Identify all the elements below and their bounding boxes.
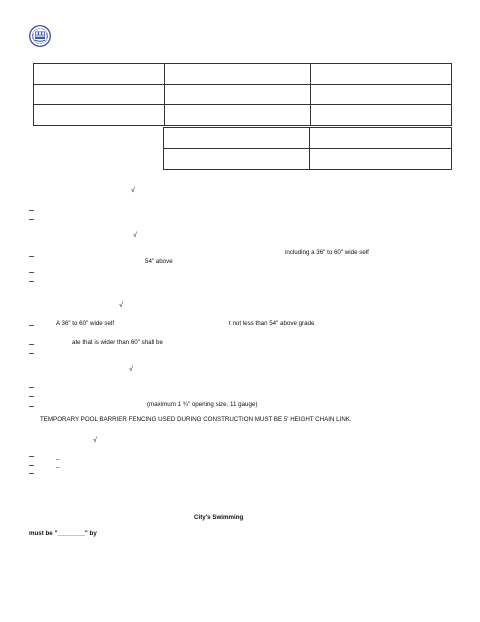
mesh-spec-text: (maximum 1 ¾" opening size, 11 gauge) <box>147 401 258 408</box>
table-row <box>34 105 452 126</box>
checkbox-line[interactable] <box>29 353 34 354</box>
gate-width-text: including a 36" to 60" wide self <box>285 249 369 256</box>
checkbox-line[interactable] <box>29 210 34 211</box>
table-row <box>164 149 452 170</box>
inspection-table <box>163 127 452 170</box>
gate-width-text: A 36" to 60" wide self <box>56 320 115 327</box>
height-grade-text: t not less than 54" above grade <box>229 320 315 327</box>
table-row <box>164 128 452 149</box>
table-cell <box>34 105 165 126</box>
checkbox-line[interactable] <box>29 325 34 326</box>
checkbox-line[interactable] <box>29 456 34 457</box>
table-cell <box>311 64 452 85</box>
city-seal-icon <box>29 25 51 47</box>
check-mark: √ <box>133 232 137 239</box>
table-cell <box>34 85 165 105</box>
table-cell <box>165 105 311 126</box>
sub-item-dash: – <box>56 456 60 463</box>
checkbox-line[interactable] <box>29 281 34 282</box>
table-cell <box>164 128 310 149</box>
check-mark: √ <box>131 187 135 194</box>
checkbox-line[interactable] <box>29 344 34 345</box>
table-row <box>34 85 452 105</box>
checkbox-line[interactable] <box>29 396 34 397</box>
info-table <box>33 63 452 126</box>
check-mark: √ <box>129 366 133 373</box>
check-mark: √ <box>119 302 123 309</box>
table-cell <box>311 105 452 126</box>
sub-item-dash: – <box>56 464 60 471</box>
checkbox-line[interactable] <box>29 387 34 388</box>
height-text: 54" above <box>145 258 173 265</box>
checkbox-line[interactable] <box>29 465 34 466</box>
wide-gate-text: ate that is wider than 60" shall be <box>72 339 163 346</box>
table-row <box>34 64 452 85</box>
checkbox-line[interactable] <box>29 406 34 407</box>
table-cell <box>310 128 452 149</box>
check-mark: √ <box>93 437 97 444</box>
table-cell <box>165 85 311 105</box>
footer-blank-line: must be "________" by <box>29 530 97 537</box>
table-cell <box>34 64 165 85</box>
table-cell <box>165 64 311 85</box>
table-cell <box>164 149 310 170</box>
temporary-fencing-notice: TEMPORARY POOL BARRIER FENCING USED DURING CONSTRUCTION MUST BE 5' HEIGHT CHAIN LINK. <box>40 416 352 423</box>
checkbox-line[interactable] <box>29 272 34 273</box>
table-cell <box>310 149 452 170</box>
footer-heading: City's Swimming <box>194 514 244 521</box>
checkbox-line[interactable] <box>29 256 34 257</box>
city-seal-logo <box>29 25 51 47</box>
checkbox-line[interactable] <box>29 473 34 474</box>
checkbox-line[interactable] <box>29 219 34 220</box>
table-cell <box>311 85 452 105</box>
